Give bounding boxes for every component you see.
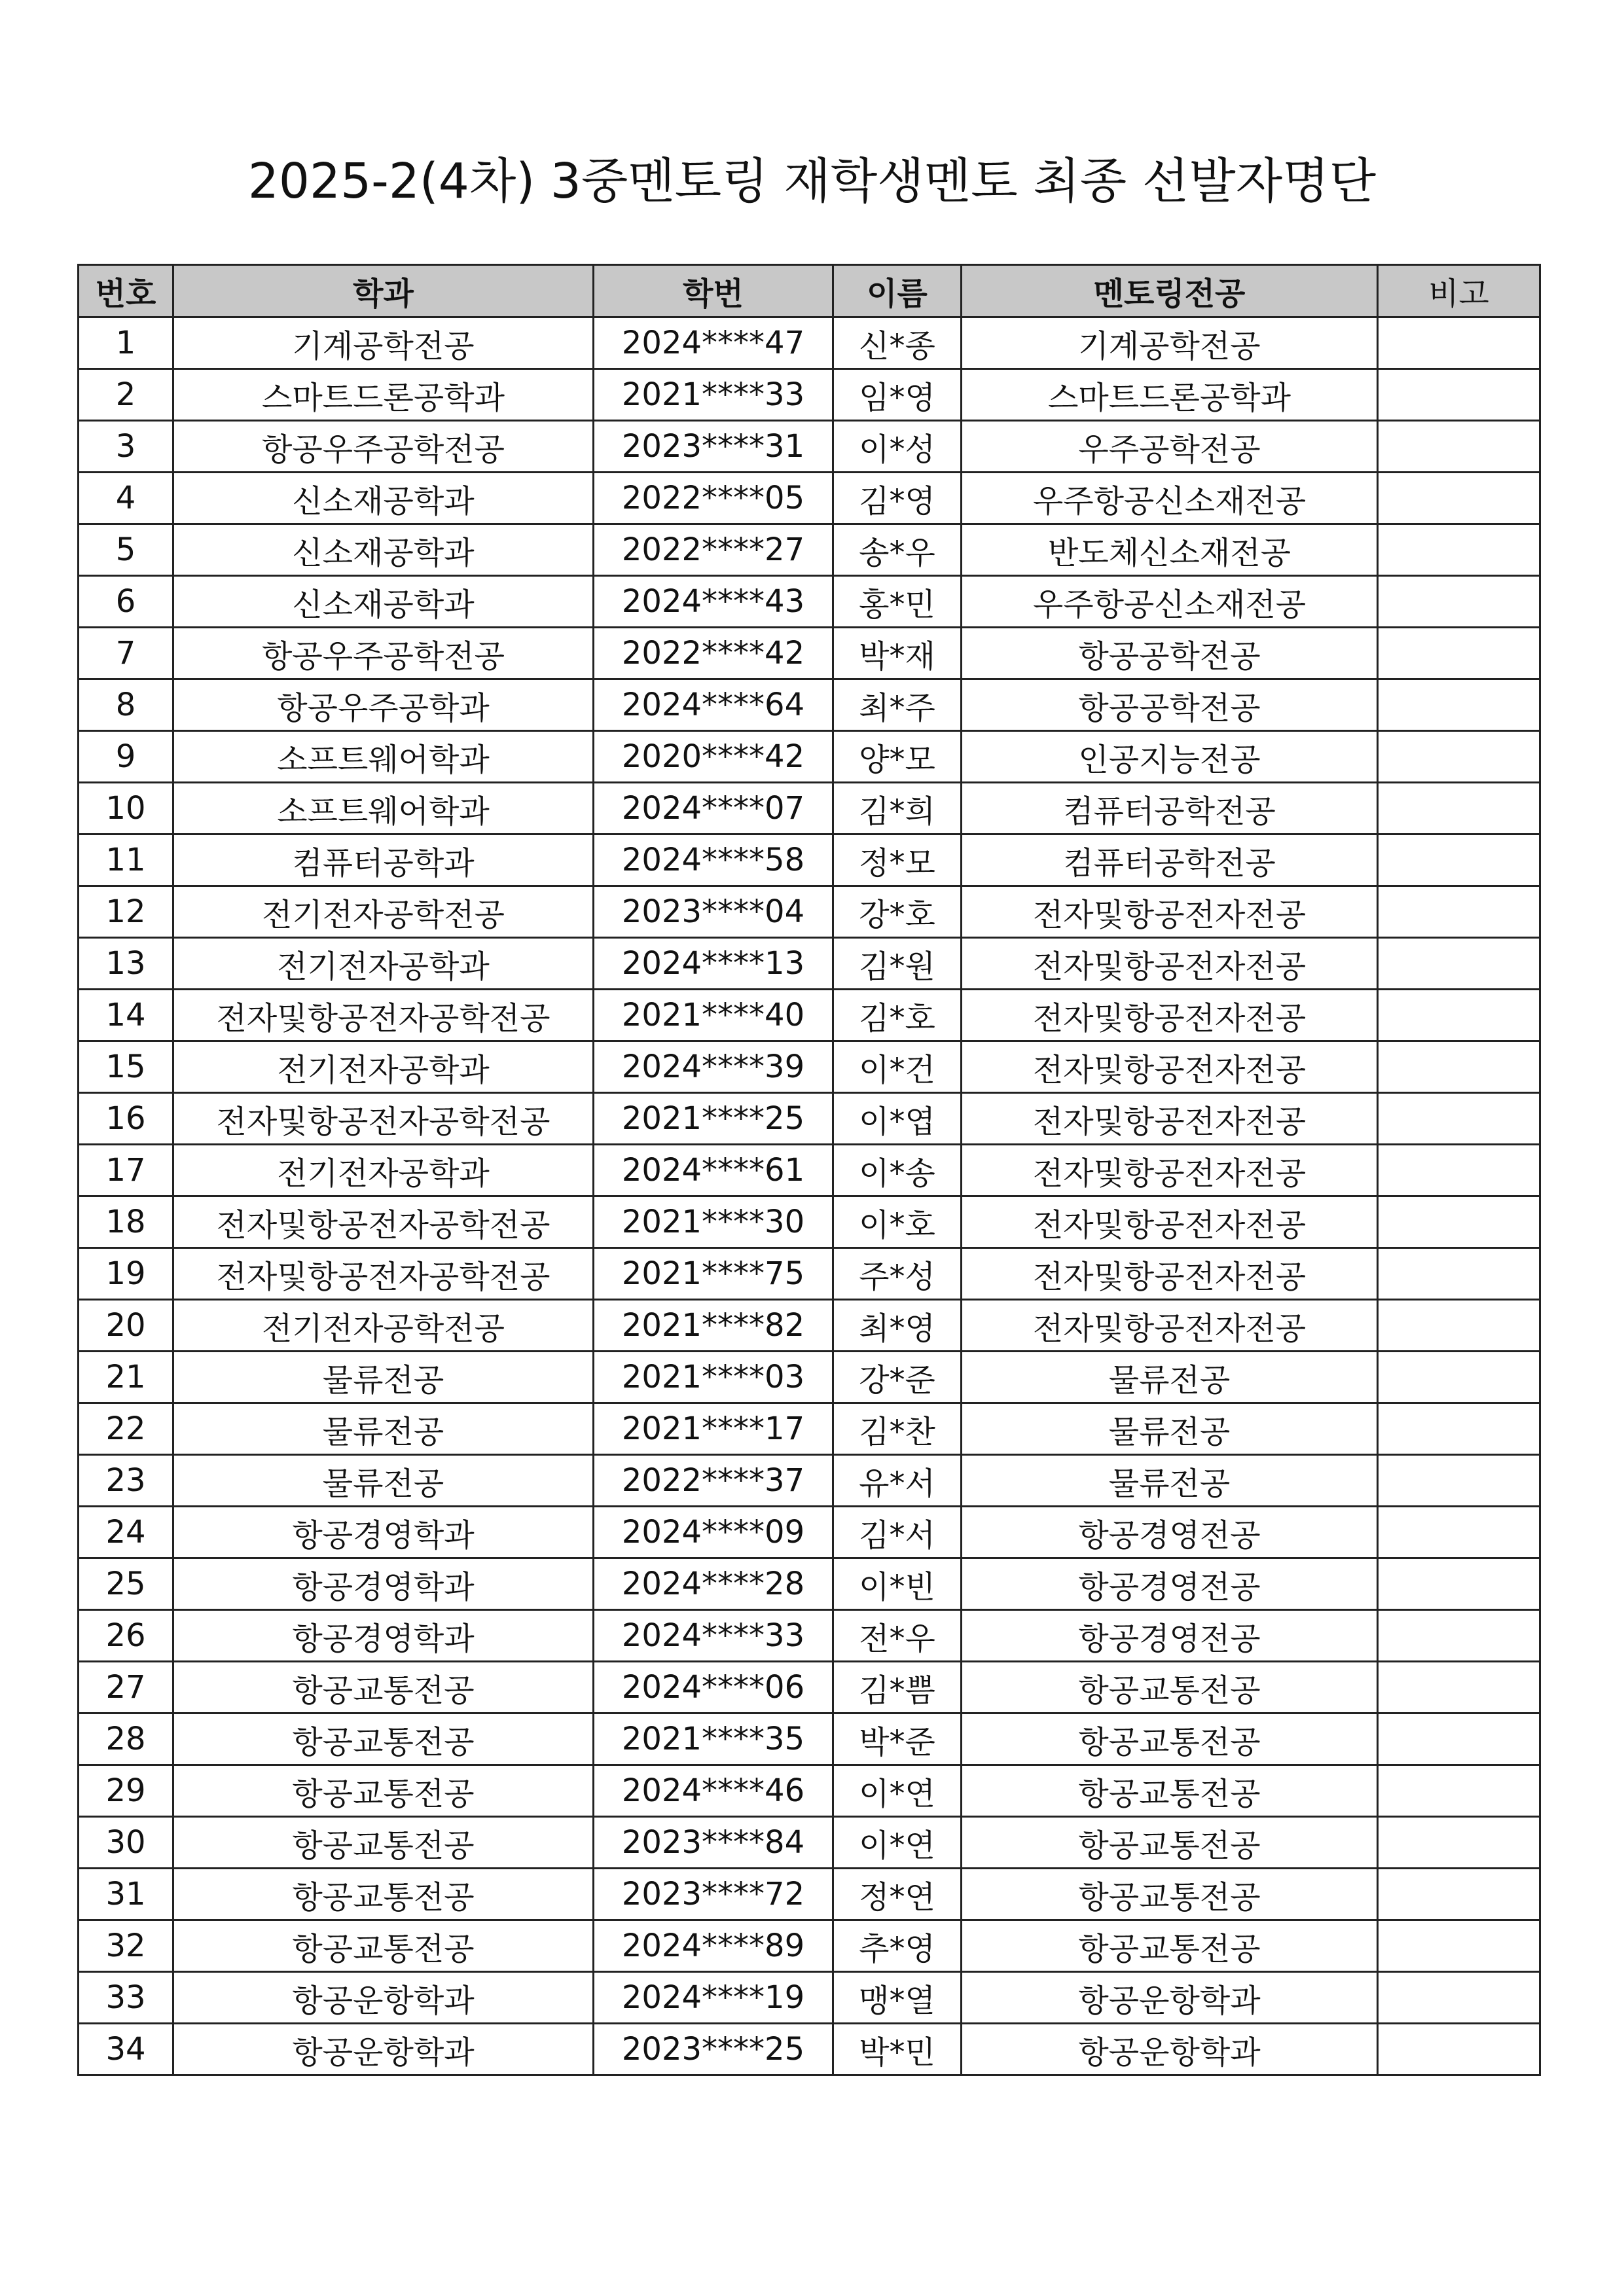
table-row <box>79 1713 1540 1765</box>
table-row <box>79 1352 1540 1403</box>
cell-student-id: 2023****25 <box>594 2024 833 2075</box>
cell-note <box>1378 783 1540 834</box>
cell-note <box>1378 1507 1540 1558</box>
table-row <box>79 1765 1540 1817</box>
cell-name: 맹*열 <box>833 1972 962 2024</box>
table-header <box>79 265 1540 317</box>
cell-no: 3 <box>79 421 173 473</box>
table-row <box>79 1972 1540 2024</box>
cell-dept: 소프트웨어학과 <box>173 783 594 834</box>
cell-dept: 항공경영학과 <box>173 1610 594 1662</box>
cell-no: 13 <box>79 938 173 990</box>
cell-major: 항공공학전공 <box>962 679 1378 731</box>
table-row <box>79 2024 1540 2075</box>
cell-note <box>1378 1196 1540 1248</box>
cell-major: 항공교통전공 <box>962 1869 1378 1920</box>
cell-major: 전자및항공전자전공 <box>962 1093 1378 1145</box>
cell-major: 전자및항공전자전공 <box>962 990 1378 1041</box>
table-row <box>79 628 1540 679</box>
cell-name: 정*모 <box>833 834 962 886</box>
cell-name: 김*희 <box>833 783 962 834</box>
cell-student-id: 2024****46 <box>594 1765 833 1817</box>
cell-major: 전자및항공전자전공 <box>962 938 1378 990</box>
header-student-id: 학번 <box>594 265 833 317</box>
cell-note <box>1378 576 1540 628</box>
cell-no: 30 <box>79 1817 173 1869</box>
cell-dept: 전자및항공전자공학전공 <box>173 1196 594 1248</box>
cell-dept: 항공교통전공 <box>173 1869 594 1920</box>
cell-student-id: 2024****06 <box>594 1662 833 1713</box>
cell-student-id: 2021****03 <box>594 1352 833 1403</box>
cell-student-id: 2024****13 <box>594 938 833 990</box>
cell-major: 전자및항공전자전공 <box>962 886 1378 938</box>
cell-major: 기계공학전공 <box>962 317 1378 369</box>
cell-student-id: 2021****25 <box>594 1093 833 1145</box>
cell-major: 반도체신소재전공 <box>962 524 1378 576</box>
cell-student-id: 2022****37 <box>594 1455 833 1507</box>
cell-student-id: 2023****84 <box>594 1817 833 1869</box>
cell-name: 이*호 <box>833 1196 962 1248</box>
cell-no: 22 <box>79 1403 173 1455</box>
cell-student-id: 2021****75 <box>594 1248 833 1300</box>
cell-note <box>1378 317 1540 369</box>
cell-name: 이*송 <box>833 1145 962 1196</box>
cell-note <box>1378 834 1540 886</box>
cell-name: 김*쁨 <box>833 1662 962 1713</box>
cell-major: 항공교통전공 <box>962 1765 1378 1817</box>
header-note: 비고 <box>1378 265 1540 317</box>
cell-note <box>1378 1972 1540 2024</box>
cell-note <box>1378 1455 1540 1507</box>
cell-student-id: 2024****19 <box>594 1972 833 2024</box>
cell-dept: 항공교통전공 <box>173 1713 594 1765</box>
table-row <box>79 1869 1540 1920</box>
cell-major: 항공경영전공 <box>962 1610 1378 1662</box>
table-row <box>79 1817 1540 1869</box>
cell-student-id: 2024****61 <box>594 1145 833 1196</box>
cell-no: 1 <box>79 317 173 369</box>
header-dept: 학과 <box>173 265 594 317</box>
cell-note <box>1378 1713 1540 1765</box>
cell-major: 항공교통전공 <box>962 1662 1378 1713</box>
table-row <box>79 473 1540 524</box>
table-row <box>79 1455 1540 1507</box>
table-row <box>79 1920 1540 1972</box>
cell-dept: 물류전공 <box>173 1455 594 1507</box>
cell-student-id: 2020****42 <box>594 731 833 783</box>
cell-dept: 항공운항학과 <box>173 2024 594 2075</box>
cell-dept: 항공교통전공 <box>173 1662 594 1713</box>
cell-dept: 전자및항공전자공학전공 <box>173 1093 594 1145</box>
cell-dept: 항공우주공학전공 <box>173 628 594 679</box>
cell-major: 전자및항공전자전공 <box>962 1196 1378 1248</box>
cell-note <box>1378 938 1540 990</box>
cell-dept: 전자및항공전자공학전공 <box>173 1248 594 1300</box>
cell-name: 최*영 <box>833 1300 962 1352</box>
cell-no: 34 <box>79 2024 173 2075</box>
cell-dept: 전자및항공전자공학전공 <box>173 990 594 1041</box>
cell-dept: 신소재공학과 <box>173 576 594 628</box>
cell-note <box>1378 473 1540 524</box>
cell-no: 19 <box>79 1248 173 1300</box>
table-row <box>79 886 1540 938</box>
table-row <box>79 1145 1540 1196</box>
cell-no: 31 <box>79 1869 173 1920</box>
table-row <box>79 679 1540 731</box>
cell-major: 전자및항공전자전공 <box>962 1145 1378 1196</box>
cell-major: 항공운항학과 <box>962 1972 1378 2024</box>
cell-dept: 전기전자공학과 <box>173 938 594 990</box>
cell-major: 컴퓨터공학전공 <box>962 834 1378 886</box>
cell-dept: 항공경영학과 <box>173 1558 594 1610</box>
cell-note <box>1378 990 1540 1041</box>
cell-name: 임*영 <box>833 369 962 421</box>
cell-major: 우주공학전공 <box>962 421 1378 473</box>
cell-student-id: 2024****47 <box>594 317 833 369</box>
cell-name: 이*건 <box>833 1041 962 1093</box>
cell-note <box>1378 1248 1540 1300</box>
cell-no: 5 <box>79 524 173 576</box>
cell-name: 추*영 <box>833 1920 962 1972</box>
table-row <box>79 524 1540 576</box>
cell-name: 박*민 <box>833 2024 962 2075</box>
cell-student-id: 2023****31 <box>594 421 833 473</box>
cell-no: 9 <box>79 731 173 783</box>
header-row <box>79 265 1540 317</box>
cell-no: 29 <box>79 1765 173 1817</box>
table-row <box>79 1196 1540 1248</box>
table-row <box>79 990 1540 1041</box>
cell-note <box>1378 731 1540 783</box>
document-title: 2025-2(4차) 3중멘토링 재학생멘토 최종 선발자명단 <box>247 153 1377 209</box>
cell-no: 11 <box>79 834 173 886</box>
cell-note <box>1378 1352 1540 1403</box>
table-row <box>79 1248 1540 1300</box>
cell-major: 항공공학전공 <box>962 628 1378 679</box>
cell-no: 2 <box>79 369 173 421</box>
table-row <box>79 1507 1540 1558</box>
cell-student-id: 2021****33 <box>594 369 833 421</box>
cell-student-id: 2023****72 <box>594 1869 833 1920</box>
cell-name: 홍*민 <box>833 576 962 628</box>
cell-major: 스마트드론공학과 <box>962 369 1378 421</box>
cell-no: 14 <box>79 990 173 1041</box>
cell-dept: 항공교통전공 <box>173 1765 594 1817</box>
cell-major: 물류전공 <box>962 1403 1378 1455</box>
cell-no: 7 <box>79 628 173 679</box>
table-row <box>79 369 1540 421</box>
table-row <box>79 1558 1540 1610</box>
cell-name: 김*서 <box>833 1507 962 1558</box>
cell-no: 20 <box>79 1300 173 1352</box>
cell-student-id: 2024****09 <box>594 1507 833 1558</box>
cell-name: 강*호 <box>833 886 962 938</box>
cell-name: 박*준 <box>833 1713 962 1765</box>
cell-student-id: 2024****43 <box>594 576 833 628</box>
cell-major: 우주항공신소재전공 <box>962 473 1378 524</box>
cell-dept: 전기전자공학전공 <box>173 1300 594 1352</box>
cell-student-id: 2024****07 <box>594 783 833 834</box>
cell-name: 박*재 <box>833 628 962 679</box>
cell-no: 4 <box>79 473 173 524</box>
cell-note <box>1378 1610 1540 1662</box>
table-row <box>79 421 1540 473</box>
cell-no: 25 <box>79 1558 173 1610</box>
cell-note <box>1378 1869 1540 1920</box>
cell-student-id: 2021****30 <box>594 1196 833 1248</box>
cell-dept: 신소재공학과 <box>173 473 594 524</box>
cell-note <box>1378 679 1540 731</box>
cell-note <box>1378 1817 1540 1869</box>
cell-name: 이*성 <box>833 421 962 473</box>
cell-dept: 스마트드론공학과 <box>173 369 594 421</box>
cell-note <box>1378 1558 1540 1610</box>
cell-no: 16 <box>79 1093 173 1145</box>
cell-student-id: 2024****33 <box>594 1610 833 1662</box>
cell-student-id: 2024****64 <box>594 679 833 731</box>
cell-name: 주*성 <box>833 1248 962 1300</box>
cell-major: 우주항공신소재전공 <box>962 576 1378 628</box>
cell-no: 32 <box>79 1920 173 1972</box>
cell-major: 전자및항공전자전공 <box>962 1248 1378 1300</box>
cell-major: 물류전공 <box>962 1455 1378 1507</box>
cell-student-id: 2023****04 <box>594 886 833 938</box>
cell-major: 항공경영전공 <box>962 1558 1378 1610</box>
table-row <box>79 576 1540 628</box>
cell-note <box>1378 1403 1540 1455</box>
cell-note <box>1378 2024 1540 2075</box>
cell-student-id: 2024****39 <box>594 1041 833 1093</box>
cell-no: 24 <box>79 1507 173 1558</box>
cell-major: 전자및항공전자전공 <box>962 1300 1378 1352</box>
cell-no: 18 <box>79 1196 173 1248</box>
cell-name: 이*연 <box>833 1817 962 1869</box>
table-row <box>79 1093 1540 1145</box>
cell-dept: 신소재공학과 <box>173 524 594 576</box>
cell-dept: 물류전공 <box>173 1352 594 1403</box>
cell-name: 양*모 <box>833 731 962 783</box>
cell-no: 33 <box>79 1972 173 2024</box>
cell-no: 27 <box>79 1662 173 1713</box>
table-row <box>79 783 1540 834</box>
cell-student-id: 2022****42 <box>594 628 833 679</box>
table-row <box>79 731 1540 783</box>
cell-name: 이*빈 <box>833 1558 962 1610</box>
cell-dept: 항공우주공학전공 <box>173 421 594 473</box>
cell-dept: 컴퓨터공학과 <box>173 834 594 886</box>
cell-name: 송*우 <box>833 524 962 576</box>
mentor-roster-table <box>77 264 1541 2076</box>
cell-major: 항공교통전공 <box>962 1817 1378 1869</box>
table-row <box>79 1403 1540 1455</box>
cell-note <box>1378 524 1540 576</box>
cell-name: 김*원 <box>833 938 962 990</box>
cell-name: 김*찬 <box>833 1403 962 1455</box>
header-name: 이름 <box>833 265 962 317</box>
cell-note <box>1378 1765 1540 1817</box>
cell-major: 항공경영전공 <box>962 1507 1378 1558</box>
cell-note <box>1378 1662 1540 1713</box>
cell-no: 21 <box>79 1352 173 1403</box>
cell-dept: 물류전공 <box>173 1403 594 1455</box>
table-row <box>79 1300 1540 1352</box>
cell-note <box>1378 1041 1540 1093</box>
cell-major: 항공교통전공 <box>962 1920 1378 1972</box>
cell-dept: 항공운항학과 <box>173 1972 594 2024</box>
cell-note <box>1378 1300 1540 1352</box>
table-row <box>79 1662 1540 1713</box>
table-row <box>79 1610 1540 1662</box>
cell-dept: 항공경영학과 <box>173 1507 594 1558</box>
cell-name: 전*우 <box>833 1610 962 1662</box>
cell-student-id: 2021****35 <box>594 1713 833 1765</box>
cell-no: 17 <box>79 1145 173 1196</box>
table-row <box>79 1041 1540 1093</box>
cell-no: 26 <box>79 1610 173 1662</box>
cell-name: 김*영 <box>833 473 962 524</box>
cell-student-id: 2021****40 <box>594 990 833 1041</box>
header-no: 번호 <box>79 265 173 317</box>
cell-name: 유*서 <box>833 1455 962 1507</box>
cell-student-id: 2024****28 <box>594 1558 833 1610</box>
cell-student-id: 2021****17 <box>594 1403 833 1455</box>
table-body <box>79 317 1540 2075</box>
cell-name: 최*주 <box>833 679 962 731</box>
cell-name: 신*종 <box>833 317 962 369</box>
cell-no: 15 <box>79 1041 173 1093</box>
cell-student-id: 2024****89 <box>594 1920 833 1972</box>
cell-dept: 전기전자공학과 <box>173 1145 594 1196</box>
cell-dept: 전기전자공학과 <box>173 1041 594 1093</box>
cell-note <box>1378 1093 1540 1145</box>
table-row <box>79 317 1540 369</box>
cell-note <box>1378 1920 1540 1972</box>
cell-name: 정*연 <box>833 1869 962 1920</box>
cell-no: 23 <box>79 1455 173 1507</box>
cell-major: 물류전공 <box>962 1352 1378 1403</box>
cell-note <box>1378 628 1540 679</box>
cell-no: 8 <box>79 679 173 731</box>
cell-name: 이*연 <box>833 1765 962 1817</box>
cell-no: 10 <box>79 783 173 834</box>
cell-major: 항공운항학과 <box>962 2024 1378 2075</box>
cell-dept: 항공교통전공 <box>173 1817 594 1869</box>
cell-major: 컴퓨터공학전공 <box>962 783 1378 834</box>
cell-name: 이*엽 <box>833 1093 962 1145</box>
cell-student-id: 2022****27 <box>594 524 833 576</box>
cell-note <box>1378 421 1540 473</box>
cell-student-id: 2021****82 <box>594 1300 833 1352</box>
cell-dept: 항공우주공학과 <box>173 679 594 731</box>
table-row <box>79 834 1540 886</box>
cell-dept: 항공교통전공 <box>173 1920 594 1972</box>
cell-no: 6 <box>79 576 173 628</box>
cell-note <box>1378 1145 1540 1196</box>
cell-major: 전자및항공전자전공 <box>962 1041 1378 1093</box>
cell-name: 강*준 <box>833 1352 962 1403</box>
cell-major: 항공교통전공 <box>962 1713 1378 1765</box>
cell-name: 김*호 <box>833 990 962 1041</box>
cell-note <box>1378 369 1540 421</box>
cell-note <box>1378 886 1540 938</box>
cell-dept: 소프트웨어학과 <box>173 731 594 783</box>
cell-no: 28 <box>79 1713 173 1765</box>
table-row <box>79 938 1540 990</box>
cell-no: 12 <box>79 886 173 938</box>
cell-dept: 전기전자공학전공 <box>173 886 594 938</box>
cell-student-id: 2022****05 <box>594 473 833 524</box>
header-major: 멘토링전공 <box>962 265 1378 317</box>
cell-student-id: 2024****58 <box>594 834 833 886</box>
cell-major: 인공지능전공 <box>962 731 1378 783</box>
cell-dept: 기계공학전공 <box>173 317 594 369</box>
